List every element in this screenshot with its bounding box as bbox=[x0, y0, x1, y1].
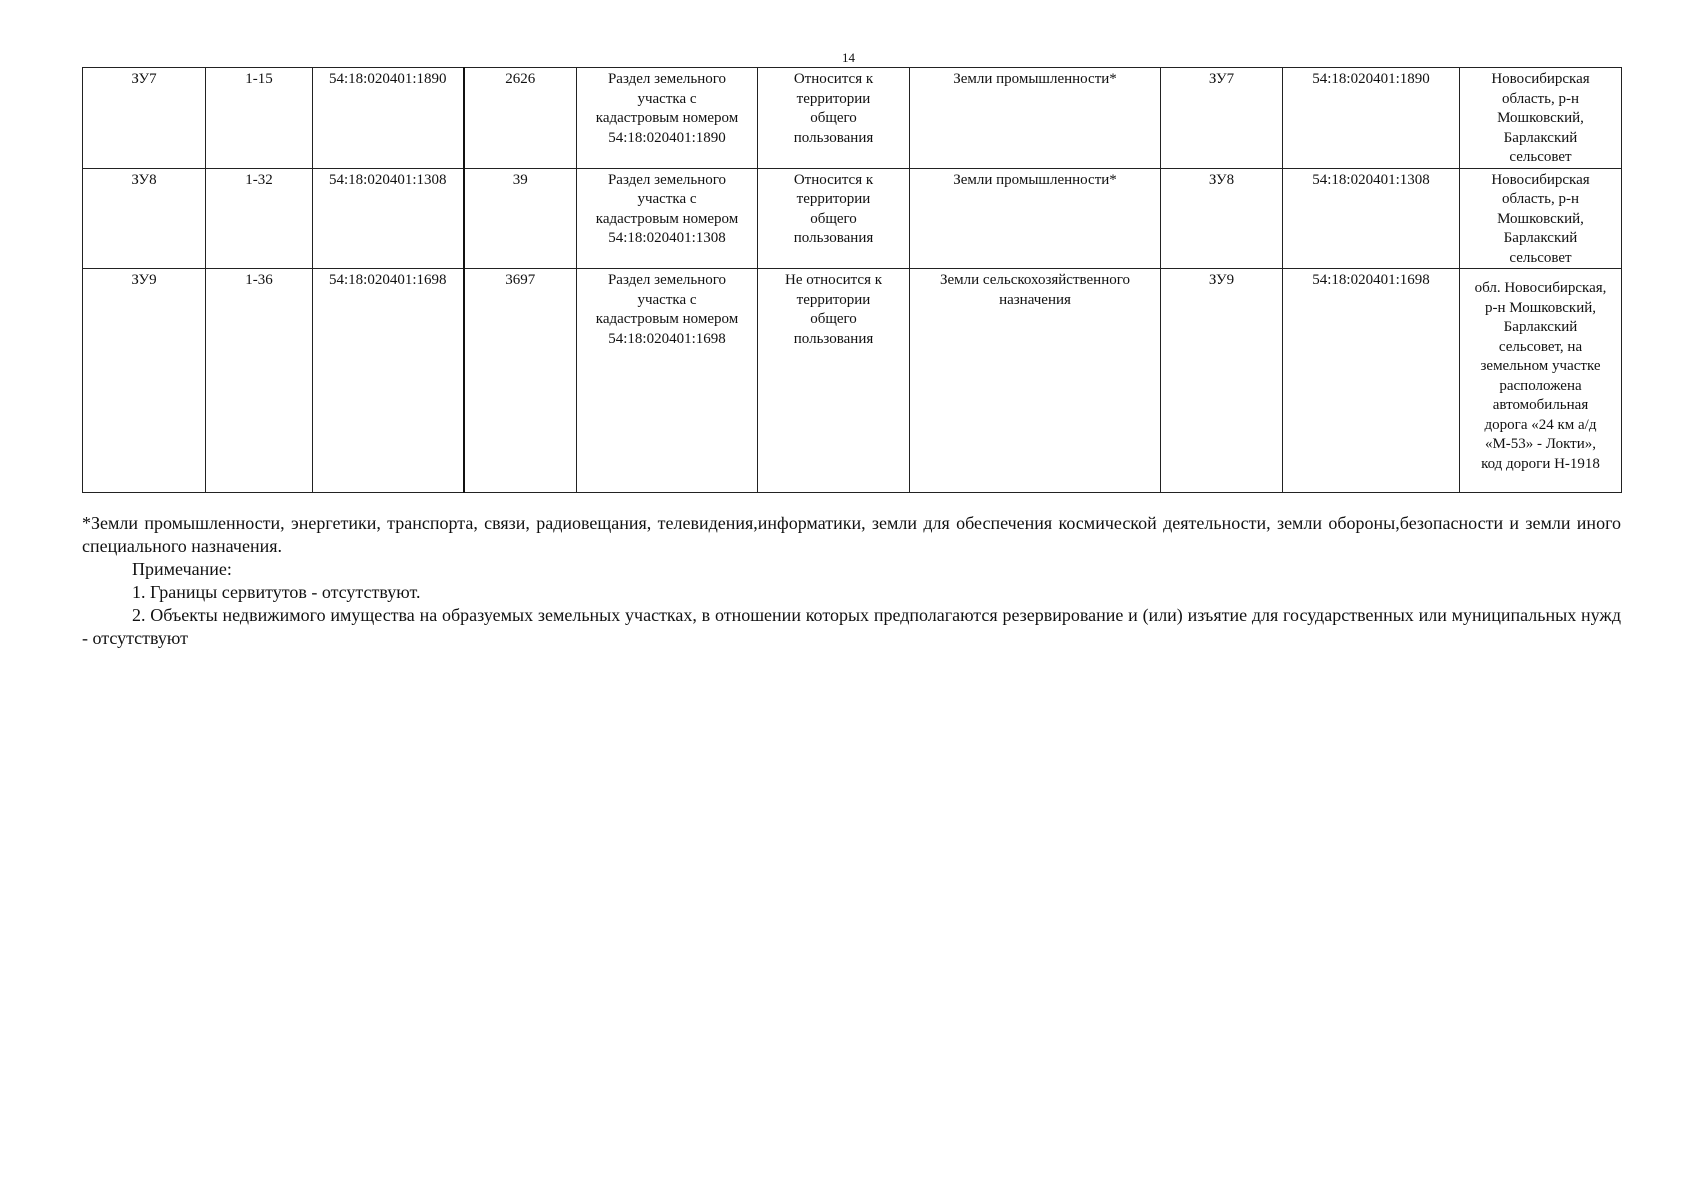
area-cell: 3697 bbox=[464, 269, 577, 493]
method-cell: Раздел земельного участка с кадастровым номером 54:18:020401:1890 bbox=[577, 68, 758, 169]
range-cell: 1-36 bbox=[206, 269, 313, 493]
zu-ref-cell: ЗУ9 bbox=[1161, 269, 1283, 493]
land-category-cell: Земли сельскохозяйственного назначения bbox=[910, 269, 1161, 493]
public-use-cell: Относится к территории общего пользования bbox=[758, 68, 910, 169]
zu-cell: ЗУ7 bbox=[83, 68, 206, 169]
table-row bbox=[83, 168, 1622, 269]
zu-cell: ЗУ8 bbox=[83, 168, 206, 269]
table-row bbox=[83, 68, 1622, 169]
cadastral-cell: 54:18:020401:1890 bbox=[313, 68, 464, 169]
footnote: *Земли промышленности, энергетики, транспорта, связи, радиовещания, телевидения,информатики, земли для обеспечения космической деятельности, земли обороны,безопасности и земли иного специального назначения. bbox=[82, 513, 1621, 556]
page-number: 14 bbox=[842, 50, 855, 65]
zu-ref-cell: ЗУ7 bbox=[1161, 68, 1283, 169]
cadastral-ref-cell: 54:18:020401:1890 bbox=[1283, 68, 1460, 169]
cadastral-cell: 54:18:020401:1698 bbox=[313, 269, 464, 493]
note-heading: Примечание: bbox=[132, 559, 232, 579]
land-category-cell: Земли промышленности* bbox=[910, 168, 1161, 269]
method-cell: Раздел земельного участка с кадастровым номером 54:18:020401:1698 bbox=[577, 269, 758, 493]
area-cell: 39 bbox=[464, 168, 577, 269]
cadastral-cell: 54:18:020401:1308 bbox=[313, 168, 464, 269]
note-item-2: 2. Объекты недвижимого имущества на образуемых земельных участках, в отношении которых предполагаются резервирование и (или) изъятие для государственных или муниципальных нужд - отсутствуют bbox=[82, 605, 1621, 648]
address-cell: Новосибирская область, р-н Мошковский, Барлакский сельсовет bbox=[1460, 68, 1622, 169]
notes-section bbox=[82, 512, 1621, 650]
table-row bbox=[83, 269, 1622, 493]
range-cell: 1-32 bbox=[206, 168, 313, 269]
public-use-cell: Относится к территории общего пользования bbox=[758, 168, 910, 269]
area-cell: 2626 bbox=[464, 68, 577, 169]
land-parcels-table bbox=[82, 67, 1622, 493]
cadastral-ref-cell: 54:18:020401:1698 bbox=[1283, 269, 1460, 493]
method-cell: Раздел земельного участка с кадастровым номером 54:18:020401:1308 bbox=[577, 168, 758, 269]
range-cell: 1-15 bbox=[206, 68, 313, 169]
note-item-1: 1. Границы сервитутов - отсутствуют. bbox=[132, 582, 421, 602]
address-cell: обл. Новосибирская, р-н Мошковский, Барлакский сельсовет, на земельном участке расположена автомобильная дорога «24 км а/д «М-53» - Локти», код дороги Н-1918 bbox=[1460, 269, 1622, 493]
cadastral-ref-cell: 54:18:020401:1308 bbox=[1283, 168, 1460, 269]
address-cell: Новосибирская область, р-н Мошковский, Барлакский сельсовет bbox=[1460, 168, 1622, 269]
zu-ref-cell: ЗУ8 bbox=[1161, 168, 1283, 269]
land-category-cell: Земли промышленности* bbox=[910, 68, 1161, 169]
public-use-cell: Не относится к территории общего пользования bbox=[758, 269, 910, 493]
zu-cell: ЗУ9 bbox=[83, 269, 206, 493]
